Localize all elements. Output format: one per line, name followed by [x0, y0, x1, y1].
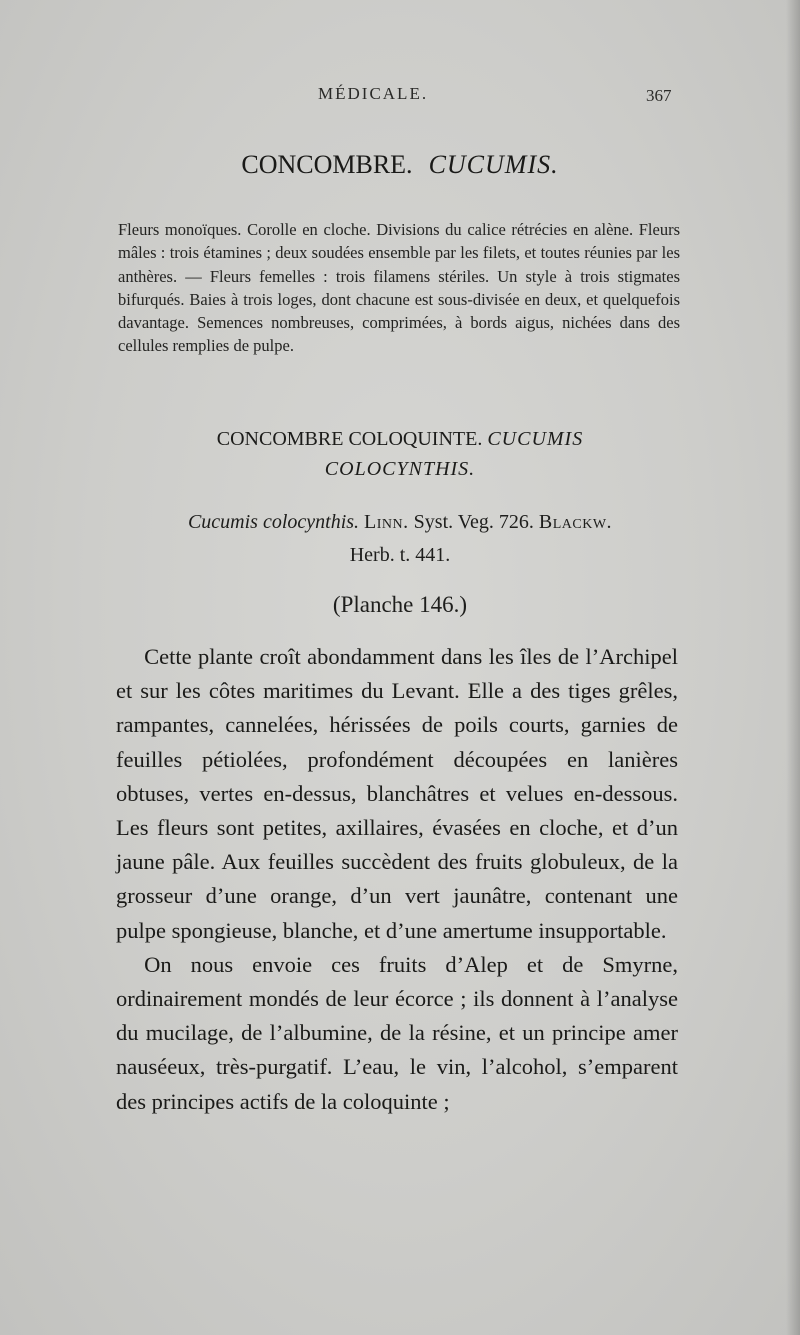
synonymy-latin-name: Cucumis colocynthis.: [187, 511, 360, 533]
genus-french-name: CONCOMBRE.: [241, 150, 413, 179]
genus-latin-name: CUCUMIS.: [428, 150, 559, 179]
synonymy-ref1-author: Linn.: [364, 511, 409, 533]
synonymy: [110, 506, 690, 572]
genus-characters-text: Fleurs monoïques. Corolle en cloche. Divisions du calice rétrécies en alène. Fleurs mâles : trois étamines ; deux soudées ensemble par les filets, et toutes réunies par les anthères. — Fleurs femelles : trois filamens stériles. Un style à trois stigmates bifurqués. Baies à trois loges, dont chacune est sous-divisée en deux, et quelquefois davantage. Semences nombreuses, comprimées, à bords aigus, nichées dans des cellules remplies de pulpe.: [118, 220, 680, 356]
running-head-title: MÉDICALE.: [318, 84, 429, 103]
body-text: [116, 640, 678, 1119]
page-number: 367: [646, 86, 672, 105]
synonymy-ref1-work: Syst. Veg. 726.: [413, 511, 534, 533]
species-french-name: CONCOMBRE COLOQUINTE.: [216, 428, 483, 450]
body-paragraph: Cette plante croît abondamment dans les îles de l’Archipel et sur les côtes maritimes du Levant. Elle a des tiges grêles, rampantes, cannelées, hérissées de poils courts, garnies de feuilles pétiolées, profondément découpées en lanières obtuses, vertes en-dessus, blanchâtres et velues en-dessous. Les fleurs sont petites, axillaires, évasées en cloche, et d’un jaune pâle. Aux feuilles succèdent des fruits globuleux, de la grosseur d’une orange, d’un vert jaunâtre, contenant une pulpe spongieuse, blanche, et d’une amertume insupportable.: [116, 644, 678, 943]
synonymy-ref2-author: Blackw.: [538, 511, 613, 533]
body-paragraph: On nous envoie ces fruits d’Alep et de Smyrne, ordinairement mondés de leur écorce ; ils donnent à l’analyse du mucilage, de l’albumine, de la résine, et un principe amer nauséeux, très-purgatif. L’eau, le vin, l’alcohol, s’emparent des principes actifs de la coloquinte ;: [116, 951, 678, 1114]
species-latin-line1: CUCUMIS: [487, 428, 584, 450]
genus-heading: [0, 150, 800, 180]
genus-characters: [118, 218, 680, 358]
page-edge-shadow: [786, 0, 800, 1335]
plate-reference: (Planche 146.): [332, 592, 468, 617]
synonymy-ref2-work: Herb. t. 441.: [349, 544, 451, 566]
species-latin-line2: COLOCYNTHIS.: [324, 458, 476, 480]
species-heading: [120, 424, 680, 484]
